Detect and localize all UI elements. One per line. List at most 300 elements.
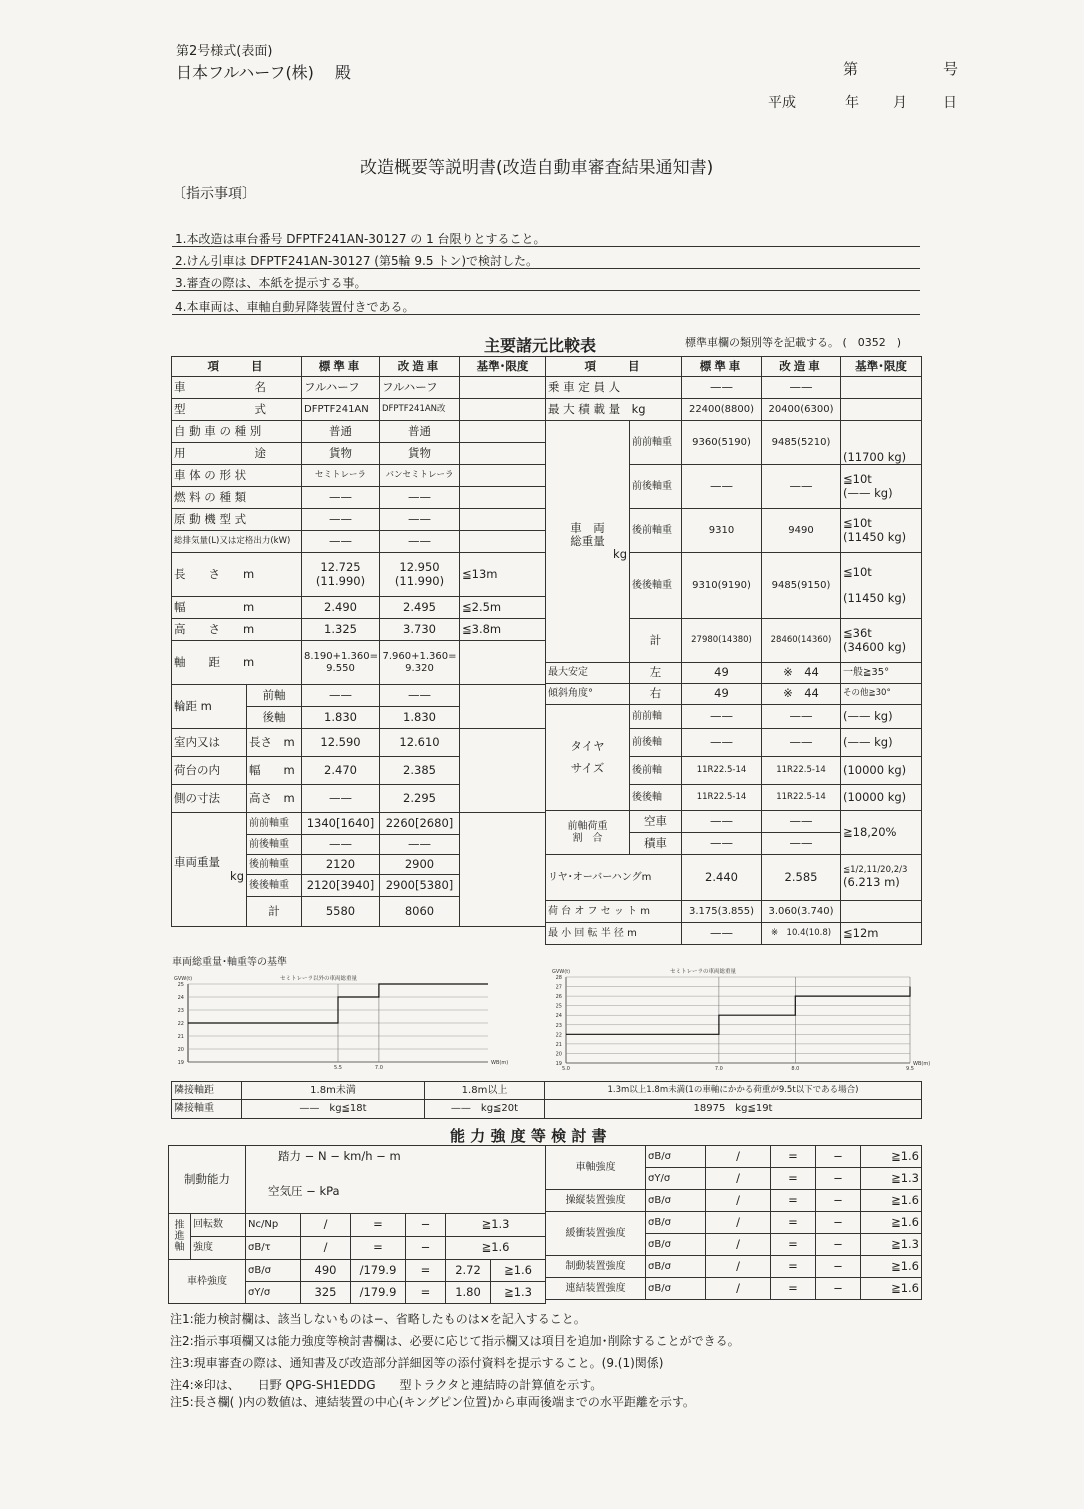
- header-modified: 改造車: [380, 357, 460, 377]
- str-limit: ≧1.6: [446, 1237, 546, 1260]
- y-tick-label: 20: [177, 1047, 184, 1053]
- mod-value: ——: [380, 531, 460, 553]
- std-value: 9310(9190): [682, 553, 762, 619]
- sub-label: 計: [247, 897, 302, 927]
- row-label: 荷 台 オ フ セ ッ ト m: [546, 901, 682, 923]
- std-value: ——: [302, 531, 380, 553]
- strength-item-label: 車軸強度: [546, 1146, 646, 1190]
- limit-value: [841, 399, 922, 421]
- header-standard: 標準車: [302, 357, 380, 377]
- strength-slash: /: [706, 1146, 771, 1168]
- y-tick-label: 19: [555, 1061, 562, 1067]
- strength-symbol: σB/σ: [646, 1256, 706, 1278]
- y-tick-label: 24: [555, 1013, 562, 1020]
- row-label: 幅 m: [172, 597, 302, 619]
- mod-value: 普通: [380, 421, 460, 443]
- std-value: ——: [682, 705, 762, 729]
- row-label: 最 大 積 載 量 kg: [546, 399, 682, 421]
- frame-result: 1.80: [446, 1282, 491, 1304]
- limit-value-2: (—— kg): [843, 485, 893, 500]
- std-value: 2.470: [302, 757, 380, 785]
- rot-symbol: Nc/Np: [246, 1214, 301, 1237]
- sub-label: 後前軸重: [247, 855, 302, 875]
- mod-value: 3.060(3.740): [762, 901, 841, 923]
- std-value-2: 9.550: [326, 662, 355, 674]
- strength-slash: /: [706, 1212, 771, 1234]
- strength-eq: =: [771, 1256, 816, 1278]
- header-limit: 基準･限度: [841, 357, 922, 377]
- limit-value: [841, 901, 922, 923]
- limit-value: 一般≧35°: [841, 663, 922, 684]
- row-label-2: 割 合: [572, 832, 603, 844]
- chart-section-heading: 車両総重量･軸重等の基準: [172, 957, 287, 968]
- std-value: ——: [682, 377, 762, 399]
- strength-slash: /: [706, 1278, 771, 1300]
- mod-value: ※ 44: [762, 684, 841, 705]
- x-axis-label: WB(m): [913, 1061, 931, 1067]
- y-tick-label: 23: [177, 1008, 184, 1014]
- sub-label: 前後軸重: [247, 835, 302, 855]
- str-dash: −: [406, 1237, 446, 1260]
- std-value: ——: [682, 465, 762, 509]
- sub-label: 計: [630, 619, 682, 663]
- strength-slash: /: [706, 1234, 771, 1256]
- prop-shaft-label: 推進軸: [169, 1214, 191, 1260]
- mod-value: 2900[5380]: [380, 875, 460, 897]
- strength-eq: =: [771, 1146, 816, 1168]
- limit-value: ≦10t: [843, 472, 872, 487]
- limit-value: [460, 509, 546, 531]
- number-label-dai: 第: [843, 60, 859, 78]
- strength-item-label: 操縦装置強度: [546, 1190, 646, 1212]
- strength-limit: ≧1.6: [861, 1278, 922, 1300]
- str-slash: /: [301, 1237, 351, 1260]
- row-label: 車両重量: [174, 855, 220, 870]
- limit-value: (10000 kg): [841, 785, 922, 811]
- strength-symbol: σB/σ: [646, 1190, 706, 1212]
- mod-value: ——: [380, 509, 460, 531]
- frame-eq: =: [406, 1282, 446, 1304]
- braking-line-2: 空気圧 − kPa: [268, 1184, 340, 1199]
- strength-symbol: σB/σ: [646, 1278, 706, 1300]
- instruction-item: 1.本改造は車台番号 DFPTF241AN-30127 の 1 台限りとすること。: [175, 232, 546, 246]
- std-value: 1340[1640]: [302, 813, 380, 835]
- str-symbol: σB/τ: [246, 1237, 301, 1260]
- mod-value: 9485(9150): [762, 553, 841, 619]
- std-value-2: (11.990): [315, 573, 366, 588]
- std-value: 12.590: [302, 729, 380, 757]
- rot-limit: ≧1.3: [446, 1214, 546, 1237]
- row-label: 長 さ m: [172, 553, 302, 597]
- limit-value: ≦13m: [460, 553, 546, 597]
- mod-value: バンセミトレーラ: [380, 465, 460, 487]
- mod-value-2: (11.990): [394, 573, 445, 588]
- mod-value: DFPTF241AN改: [380, 399, 460, 421]
- mod-value: 2260[2680]: [380, 813, 460, 835]
- mod-value: ※ 44: [762, 663, 841, 684]
- note-item: 注5:長さ欄( )内の数値は、連結装置の中心(キングピン位置)から車両後端までの水平距離を示す。: [170, 1395, 695, 1409]
- limit-value-2: (6.213 m): [843, 874, 900, 889]
- limit-value: ≦1/2,11/20,2/3: [843, 865, 908, 875]
- mod-value: ——: [380, 487, 460, 509]
- axle-weight-col1: —— kg≦18t: [242, 1100, 425, 1119]
- limit-value: [460, 813, 546, 927]
- axle-distance-label: 隣接軸距: [172, 1082, 242, 1100]
- std-value: ——: [682, 811, 762, 833]
- strength-eq: =: [771, 1234, 816, 1256]
- sub-label: 後後軸重: [630, 553, 682, 619]
- strength-symbol: σY/σ: [646, 1168, 706, 1190]
- std-value: 2.440: [682, 855, 762, 901]
- frame-label: 車枠強度: [169, 1260, 246, 1304]
- strength-limit: ≧1.6: [861, 1256, 922, 1278]
- braking-label: 制動能力: [169, 1146, 246, 1214]
- date-month: 月: [893, 95, 907, 111]
- std-value: 3.175(3.855): [682, 901, 762, 923]
- limit-value: ≦10t: [843, 565, 872, 580]
- mod-value: ——: [762, 811, 841, 833]
- limit-value: [460, 421, 546, 443]
- rot-slash: /: [301, 1214, 351, 1237]
- strength-eq: =: [771, 1190, 816, 1212]
- date-day: 日: [943, 95, 957, 111]
- limit-value: ≦2.5m: [460, 597, 546, 619]
- limit-value: その他≧30°: [841, 684, 922, 705]
- sub-label: 後後軸: [630, 785, 682, 811]
- std-value: 2.490: [302, 597, 380, 619]
- strength-eq: =: [771, 1212, 816, 1234]
- row-label: 乗 車 定 員 人: [546, 377, 682, 399]
- frame-value-a: 490: [301, 1260, 351, 1282]
- sub-label: 積車: [630, 833, 682, 855]
- mod-value: ——: [762, 705, 841, 729]
- spec-table-note: 標準車欄の類別等を記載する。 ( 0352 ): [685, 336, 902, 349]
- mod-value: ——: [762, 377, 841, 399]
- chart-title: セミトレーラの車両総重量: [670, 969, 737, 975]
- std-value: 貨物: [302, 443, 380, 465]
- row-label: リヤ･オーバーハングm: [546, 855, 682, 901]
- mod-value: ※ 10.4(10.8): [762, 923, 841, 945]
- sub-label: 後後軸重: [247, 875, 302, 897]
- limit-value-2: (11700 kg): [843, 449, 907, 464]
- mod-value: 1.830: [380, 707, 460, 729]
- limit-value: (—— kg): [841, 705, 922, 729]
- limit-value: ≦12m: [841, 923, 922, 945]
- sub-label: 前前軸: [630, 705, 682, 729]
- row-label: 室内又は: [172, 729, 247, 757]
- y-tick-label: 22: [177, 1021, 184, 1027]
- limit-value: ≦36t: [843, 626, 872, 641]
- axle-weight-col2: —— kg≦20t: [425, 1100, 545, 1119]
- strength-item-label: 緩衝装置強度: [546, 1212, 646, 1256]
- std-value: ——: [302, 487, 380, 509]
- strength-limit: ≧1.6: [861, 1146, 922, 1168]
- mod-value: ——: [380, 835, 460, 855]
- y-axis-label: GVW(t): [174, 976, 193, 982]
- std-value: 2120[3940]: [302, 875, 380, 897]
- row-label: タイヤ: [570, 739, 605, 754]
- std-value: 12.725: [320, 560, 361, 575]
- strength-table-right: [545, 1145, 922, 1300]
- mod-value: フルハーフ: [380, 377, 460, 399]
- strength-item-label: 連結装置強度: [546, 1278, 646, 1300]
- std-value: ——: [682, 833, 762, 855]
- header-item: 項 目: [546, 357, 682, 377]
- instruction-item: 2.けん引車は DFPTF241AN-30127 (第5輪 9.5 トン)で検討した。: [175, 254, 538, 268]
- row-label: 車 体 の 形 状: [172, 465, 302, 487]
- spec-table-right: [545, 356, 922, 945]
- chart-semitrailer: [530, 955, 935, 1080]
- strength-limit: ≧1.6: [861, 1190, 922, 1212]
- std-value: ——: [302, 685, 380, 707]
- str-eq: =: [351, 1237, 406, 1260]
- strength-slash: /: [706, 1168, 771, 1190]
- mod-value: ——: [380, 685, 460, 707]
- strength-dash: −: [816, 1168, 861, 1190]
- row-label: 原 動 機 型 式: [172, 509, 302, 531]
- row-label: 最大安定: [546, 663, 630, 684]
- strength-table-left: [168, 1145, 546, 1304]
- row-label: 傾斜角度°: [546, 684, 630, 705]
- unit-label: kg: [613, 547, 627, 562]
- sub-label: 前軸: [247, 685, 302, 707]
- frame-value-a: 325: [301, 1282, 351, 1304]
- mod-value: 9490: [762, 509, 841, 553]
- instruction-item: 4.本車両は、車軸自動昇降装置付きである。: [175, 300, 415, 314]
- std-value: 9310: [682, 509, 762, 553]
- frame-value-b: /179.9: [351, 1282, 406, 1304]
- limit-value: (10000 kg): [841, 757, 922, 785]
- axle-weight-label: 隣接軸重: [172, 1100, 242, 1119]
- rot-eq: =: [351, 1214, 406, 1237]
- frame-value-b: /179.9: [351, 1260, 406, 1282]
- std-value: 11R22.5-14: [682, 785, 762, 811]
- y-tick-label: 22: [555, 1032, 562, 1039]
- mod-value: ——: [762, 833, 841, 855]
- note-item: 注3:現車審査の際は、通知書及び改造部分詳細図等の添付資料を提示すること。(9.(1)関係): [170, 1356, 664, 1370]
- strength-slash: /: [706, 1256, 771, 1278]
- row-label: 側の寸法: [172, 785, 247, 813]
- axle-distance-col2: 1.8m以上: [425, 1082, 545, 1100]
- sub-label: 長さ m: [247, 729, 302, 757]
- std-value: 1.325: [302, 619, 380, 641]
- document-title: 改造概要等説明書(改造自動車審査結果通知書): [360, 158, 714, 178]
- mod-value: 2.585: [762, 855, 841, 901]
- str-label: 強度: [191, 1237, 246, 1260]
- y-tick-label: 24: [177, 995, 184, 1001]
- strength-dash: −: [816, 1212, 861, 1234]
- number-label-go: 号: [943, 60, 959, 78]
- date-year: 年: [845, 95, 859, 111]
- std-value: 5580: [302, 897, 380, 927]
- limit-value: ≧18,20%: [841, 811, 922, 855]
- strength-dash: −: [816, 1190, 861, 1212]
- y-tick-label: 20: [555, 1051, 562, 1058]
- std-value: 27980(14380): [682, 619, 762, 663]
- frame-result: 2.72: [446, 1260, 491, 1282]
- std-value: セミトレーラ: [302, 465, 380, 487]
- std-value: 2120: [302, 855, 380, 875]
- mod-value: 11R22.5-14: [762, 785, 841, 811]
- header-item: 項 目: [172, 357, 302, 377]
- std-value: 1.830: [302, 707, 380, 729]
- strength-dash: −: [816, 1234, 861, 1256]
- std-value: 49: [682, 663, 762, 684]
- header-limit: 基準･限度: [460, 357, 546, 377]
- limit-value-2: (11450 kg): [843, 590, 907, 605]
- sub-label: 空車: [630, 811, 682, 833]
- rot-dash: −: [406, 1214, 446, 1237]
- strength-symbol: σB/σ: [646, 1234, 706, 1256]
- strength-limit: ≧1.6: [861, 1212, 922, 1234]
- limit-value-2: (11450 kg): [843, 529, 907, 544]
- limit-value: [460, 399, 546, 421]
- spec-table-title: 主要諸元比較表: [484, 336, 597, 355]
- y-tick-label: 26: [555, 994, 562, 1001]
- limit-value: [460, 685, 546, 729]
- limit-value: (—— kg): [841, 729, 922, 757]
- row-label: 車 両: [570, 520, 605, 535]
- axle-distance-col1: 1.8m未満: [242, 1082, 425, 1100]
- std-value: ——: [302, 835, 380, 855]
- limit-value: ≦10t: [843, 516, 872, 531]
- row-label: 荷台の内: [172, 757, 247, 785]
- frame-symbol: σY/σ: [246, 1282, 301, 1304]
- std-value: 22400(8800): [682, 399, 762, 421]
- std-value: 8.190+1.360=: [304, 651, 379, 662]
- mod-value: ——: [762, 465, 841, 509]
- mod-value: 2900: [380, 855, 460, 875]
- std-value: ——: [302, 785, 380, 813]
- form-number: 第2号様式(表面): [176, 44, 273, 59]
- sub-label: 後軸: [247, 707, 302, 729]
- mod-value-2: 9.320: [405, 662, 434, 674]
- y-tick-label: 25: [177, 982, 184, 988]
- chart-title: セミトレーラ以外の車両総重量: [280, 976, 358, 982]
- strength-dash: −: [816, 1146, 861, 1168]
- y-tick-label: 19: [177, 1060, 184, 1066]
- sub-label: 前後軸: [630, 729, 682, 757]
- y-tick-label: 25: [555, 1003, 562, 1010]
- x-tick-label: 7.0: [714, 1066, 723, 1072]
- unit-label: kg: [230, 868, 244, 883]
- row-label: 用 途: [172, 443, 302, 465]
- row-label: 最 小 回 転 半 径 m: [546, 923, 682, 945]
- std-value: ——: [302, 509, 380, 531]
- y-tick-label: 27: [555, 984, 562, 991]
- std-value: 49: [682, 684, 762, 705]
- y-tick-label: 28: [555, 975, 562, 981]
- chart-non-semitrailer: [170, 962, 520, 1080]
- row-label: 輪距 m: [172, 685, 247, 729]
- sub-label: 右: [630, 684, 682, 705]
- mod-value: 20400(6300): [762, 399, 841, 421]
- mod-value: 11R22.5-14: [762, 757, 841, 785]
- spec-table-left: [171, 356, 546, 927]
- row-label: 前軸荷重: [567, 821, 608, 832]
- mod-value: 3.730: [380, 619, 460, 641]
- row-label-2: 総重量: [570, 533, 605, 548]
- instruction-item: 3.審査の際は、本紙を提示する事。: [175, 276, 367, 290]
- strength-item-label: 制動装置強度: [546, 1256, 646, 1278]
- note-item: 注2:指示事項欄又は能力強度等検討書欄は、必要に応じて指示欄又は項目を追加･削除することができる。: [170, 1334, 740, 1348]
- y-tick-label: 21: [555, 1041, 562, 1048]
- limit-value: [460, 729, 546, 813]
- sub-label: 後前軸: [630, 757, 682, 785]
- axle-table: [171, 1081, 922, 1119]
- strength-dash: −: [816, 1278, 861, 1300]
- strength-title: 能 力 強 度 等 検 討 書: [450, 1127, 607, 1145]
- sub-label: 前前軸重: [630, 421, 682, 465]
- mod-value: ——: [762, 729, 841, 757]
- mod-value: 貨物: [380, 443, 460, 465]
- date-era: 平成: [768, 95, 796, 111]
- strength-slash: /: [706, 1190, 771, 1212]
- gvw-limit-line: [566, 987, 910, 1035]
- strength-limit: ≧1.3: [861, 1168, 922, 1190]
- frame-symbol: σB/σ: [246, 1260, 301, 1282]
- strength-limit: ≧1.3: [861, 1234, 922, 1256]
- axle-distance-col3: 1.3m以上1.8m未満(1の車軸にかかる荷重が9.5t以下である場合): [545, 1082, 922, 1100]
- std-value: 9360(5190): [682, 421, 762, 465]
- row-label-2: サイズ: [570, 760, 605, 775]
- sub-label: 幅 m: [247, 757, 302, 785]
- std-value: ——: [682, 923, 762, 945]
- x-axis-label: WB(m): [491, 1060, 509, 1066]
- braking-line-1: 踏力 − N − km/h − m: [278, 1149, 401, 1163]
- limit-value: [460, 641, 546, 685]
- mod-value: 7.960+1.360=: [382, 651, 457, 662]
- addressee: 日本フルハーフ(株) 殿: [176, 63, 352, 82]
- x-tick-label: 7.0: [374, 1065, 383, 1071]
- rot-label: 回転数: [191, 1214, 246, 1237]
- row-label: 総排気量(L)又は定格出力(kW): [172, 531, 302, 553]
- mod-value: 2.495: [380, 597, 460, 619]
- note-item: 注1:能力検討欄は、該当しないものは−、省略したものは×を記入すること。: [170, 1312, 586, 1326]
- limit-value-2: (34600 kg): [843, 639, 907, 654]
- limit-value: [460, 487, 546, 509]
- mod-value: 2.295: [380, 785, 460, 813]
- std-value: フルハーフ: [302, 377, 380, 399]
- row-label: 型 式: [172, 399, 302, 421]
- y-axis-label: GVW(t): [552, 969, 571, 975]
- sub-label: 後前軸重: [630, 509, 682, 553]
- sub-label: 高さ m: [247, 785, 302, 813]
- frame-limit: ≧1.6: [491, 1260, 546, 1282]
- x-tick-label: 5.0: [562, 1066, 570, 1072]
- std-value: DFPTF241AN: [302, 399, 380, 421]
- instructions-heading: 〔指示事項〕: [172, 186, 256, 202]
- sub-label: 前前軸重: [247, 813, 302, 835]
- axle-weight-col3: 18975 kg≦19t: [545, 1100, 922, 1119]
- mod-value: 12.610: [380, 729, 460, 757]
- strength-dash: −: [816, 1256, 861, 1278]
- row-label: 車 名: [172, 377, 302, 399]
- frame-limit: ≧1.3: [491, 1282, 546, 1304]
- limit-value: [460, 377, 546, 399]
- frame-eq: =: [406, 1260, 446, 1282]
- std-value: 普通: [302, 421, 380, 443]
- std-value: ——: [682, 729, 762, 757]
- strength-symbol: σB/σ: [646, 1212, 706, 1234]
- row-label: 高 さ m: [172, 619, 302, 641]
- limit-value: [841, 377, 922, 399]
- mod-value: 2.385: [380, 757, 460, 785]
- strength-symbol: σB/σ: [646, 1146, 706, 1168]
- y-tick-label: 21: [177, 1034, 184, 1040]
- y-tick-label: 23: [555, 1022, 562, 1029]
- row-label: 燃 料 の 種 類: [172, 487, 302, 509]
